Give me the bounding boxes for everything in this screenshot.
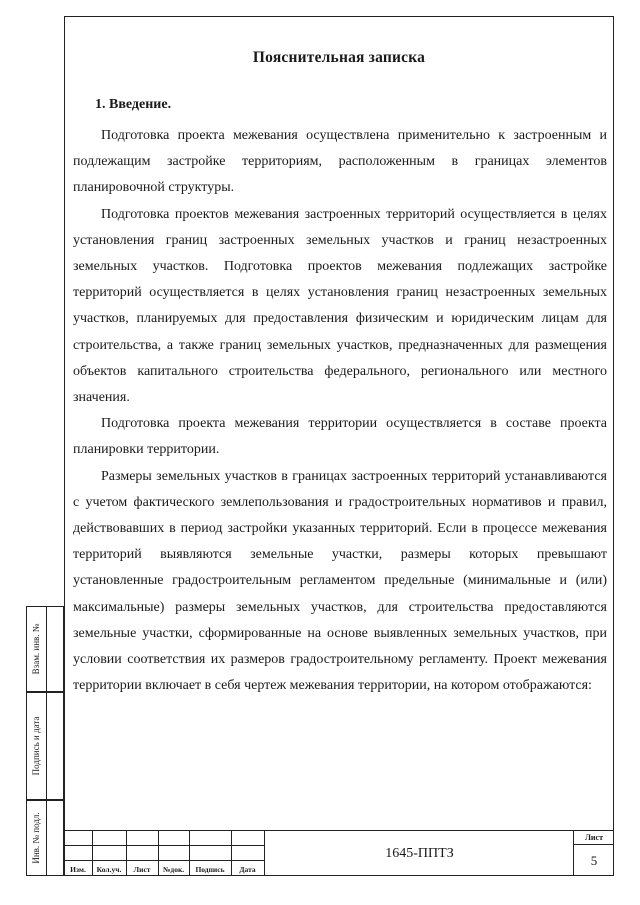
column-label: Дата xyxy=(239,865,256,874)
side-stamp-label: Подпись и дата xyxy=(31,716,41,776)
title-block xyxy=(64,830,614,876)
paragraph: Подготовка проекта межевания территории осуществляется в составе проекта планировки территории. xyxy=(73,416,607,458)
sheet-label: Лист xyxy=(574,833,614,845)
sheet-number: 5 xyxy=(590,853,598,868)
document-code: 1645-ППТЗ xyxy=(264,831,574,876)
column-label: Подпись xyxy=(195,865,225,874)
column-label: №док. xyxy=(162,865,185,874)
paragraph: Подготовка проектов межевания застроенных территорий осуществляется в целях установления границ застроенных земельных участков и границ незастроенных земельных участков. Подготовка проектов межевания подлежащих застройке территорий осуществляется в целях установления границ незастроенных земельных участков, планируемых для предоставления физическим и юридическим лицам для строительства, а также границ земельных участков, предназначенных для размещения объектов капитального строительства федерального, регионального или местного значения. xyxy=(73,206,607,406)
column-label: Лист xyxy=(133,865,151,874)
side-stamp-label: Взам. инв. № xyxy=(31,623,41,675)
page-title: Пояснительная записка xyxy=(252,49,426,66)
section-heading: 1. Введение. xyxy=(95,97,172,112)
revision-grid xyxy=(64,831,264,876)
paragraph: Подготовка проекта межевания осуществлена применительно к застроенным и подлежащим застройке территориям, расположенным в границах элементов планировочной структуры. xyxy=(73,128,607,196)
column-label: Изм. xyxy=(70,865,86,874)
paragraph: Размеры земельных участков в границах застроенных территорий устанавливаются с учетом фактического землепользования и градостроительных нормативов и правил, действовавших в период застройки указанных территорий. Если в процессе межевания территорий выявляются земельные участки, размеры которых превышают установленные градостроительным регламентом предельные (минимальные и (или) максимальные) размеры земельных участков, для строительства предоставляются земельные участки, сформированные на основе выявленных земельных участков, при условии соответствия их размеров градостроительному регламенту. Проект межевания территории включает в себя чертеж межевания территории, на котором отображаются: xyxy=(73,468,607,694)
sheet-box xyxy=(573,831,614,876)
body-text xyxy=(73,123,607,699)
side-stamp-signature xyxy=(26,692,64,800)
page-frame xyxy=(64,16,614,876)
side-stamp-inventory xyxy=(26,800,64,876)
side-stamp-label: Инв. № подл. xyxy=(31,812,41,864)
side-stamp-vzam xyxy=(26,606,64,692)
column-label: Кол.уч. xyxy=(96,865,122,874)
